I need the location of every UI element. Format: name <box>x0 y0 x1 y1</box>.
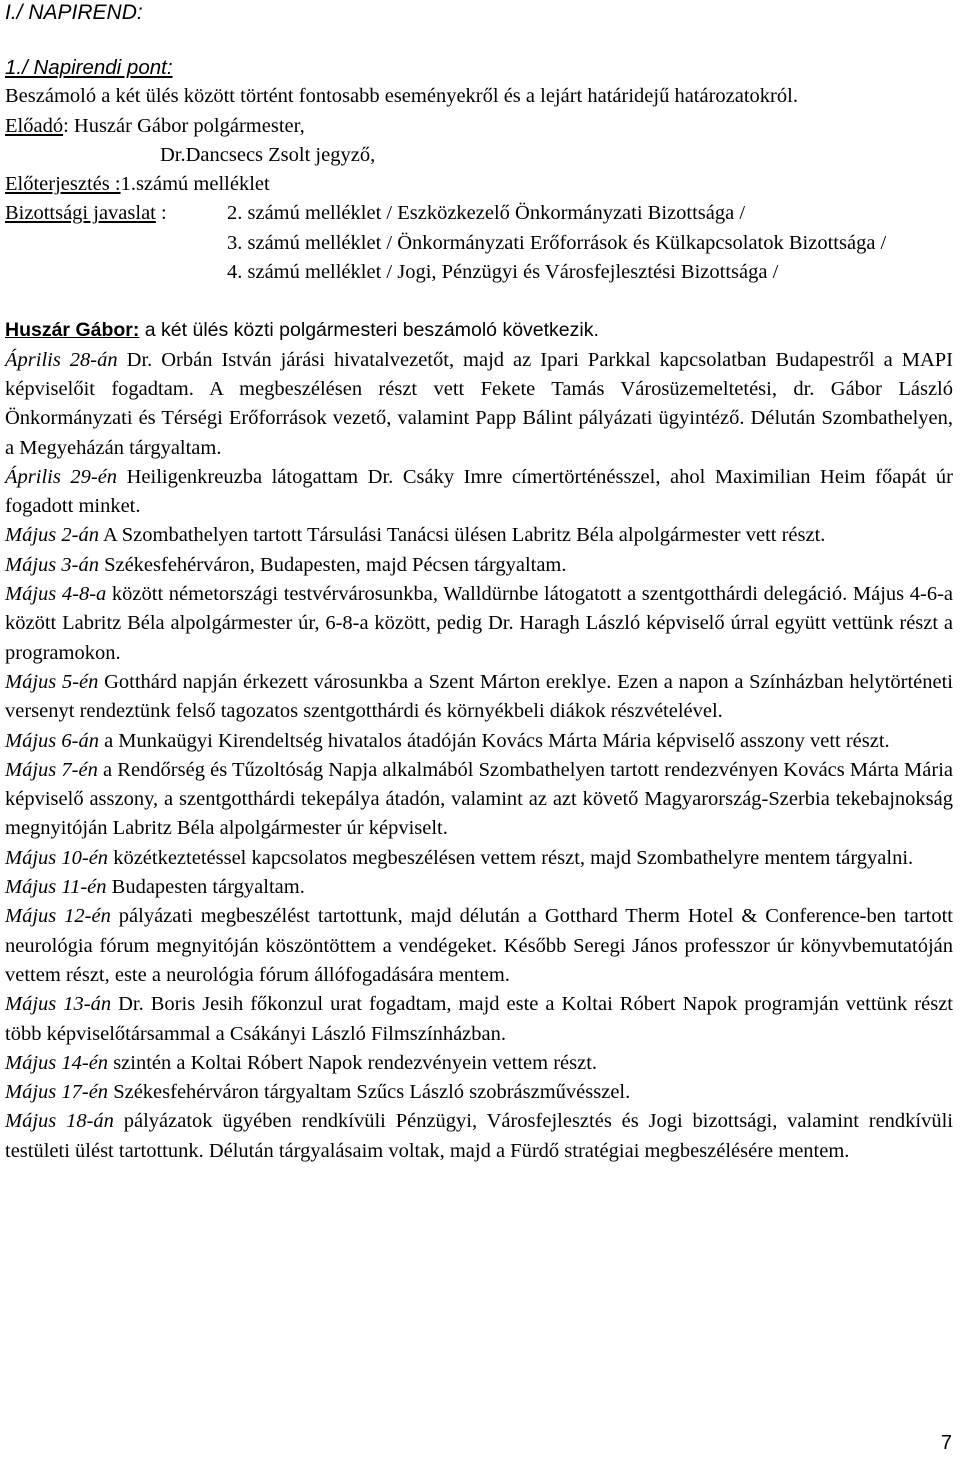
presenter-label: Előadó <box>5 114 64 137</box>
report-entry <box>5 1107 953 1166</box>
entry-date: Április 28-án <box>5 348 118 371</box>
report-entry <box>5 844 953 873</box>
presenter-1: : Huszár Gábor polgármester, <box>63 114 305 137</box>
entry-text: A Szombathelyen tartott Társulási Tanácsi ülésen Labritz Béla alpolgármester vett részt. <box>98 524 826 547</box>
presenter-line <box>5 112 953 141</box>
report-entry <box>5 1049 953 1078</box>
entry-date: Május 3-án <box>5 553 99 576</box>
entry-date: Május 5-én <box>5 670 99 693</box>
entry-date: Május 2-án <box>5 524 99 547</box>
entry-text: szintén a Koltai Róbert Napok rendezvényein vettem részt. <box>108 1051 598 1074</box>
entry-text: Gotthárd napján érkezett városunkba a Szent Márton ereklye. Ezen a napon a Színházban helytörténeti versenyt rendeztünk felső tagozatos szentgotthárdi és környékbeli diákok részvételével. <box>5 670 953 723</box>
committee-label-wrap <box>5 199 227 287</box>
entry-date: Április 29-én <box>5 465 118 488</box>
report-entry <box>5 463 953 522</box>
report-entry <box>5 990 953 1049</box>
entry-text: Dr. Orbán István járási hivatalvezetőt, majd az Ipari Parkkal kapcsolatban Budapestről a MAPI képviselőit fogadtam. A megbeszélésen részt vett Fekete Tamás Városüzemeltetési, dr. Gábor László Önkormányzati és Térségi Erőforrások vezető, valamint Papp Bálint pályázati ügyintéző. Délután Szombathelyen, a Megyeházán tárgyaltam. <box>5 348 953 459</box>
committee-colon: : <box>155 202 167 225</box>
entry-text: pályázati megbeszélést tartottunk, majd délután a Gotthard Therm Hotel & Conference-ben tartott neurológia fórum megnyitóján köszöntöttem a vendégeket. Később Seregi János professzor úr könyvbemutatóján vettem részt, este a neurológia fórum állófogadására mentem. <box>5 905 953 986</box>
committee-item: 4. számú melléklet / Jogi, Pénzügyi és Városfejlesztési Bizottsága / <box>227 261 779 284</box>
committee-section <box>5 199 953 287</box>
entry-date: Május 10-én <box>5 846 109 869</box>
committee-list <box>227 199 927 287</box>
page-number: 7 <box>940 1432 952 1454</box>
agenda-item-label: 1./ Napirendi pont: <box>5 56 173 79</box>
speaker-text: a két ülés közti polgármesteri beszámoló következik. <box>139 319 599 342</box>
entry-text: Budapesten tárgyaltam. <box>106 876 305 899</box>
entry-text: Heiligenkreuzba látogattam Dr. Csáky Imre címertörténésszel, ahol Maximilian Heim főapát úr fogadott minket. <box>5 465 953 518</box>
proposal-line <box>5 170 953 199</box>
report-entry <box>5 727 953 756</box>
entry-date: Május 14-én <box>5 1051 109 1074</box>
report-entry <box>5 873 953 902</box>
report-entry <box>5 902 953 990</box>
entry-text: a Munkaügyi Kirendeltség hivatalos átadóján Kovács Márta Mária képviselő asszony vett részt. <box>98 729 890 752</box>
report-entry <box>5 551 953 580</box>
entry-text: közétkeztetéssel kapcsolatos megbeszélésen vettem részt, majd Szombathelyre mentem tárgyalni. <box>108 846 914 869</box>
document-page <box>5 0 953 1166</box>
agenda-heading: I./ NAPIREND: <box>5 1 143 24</box>
report-entry <box>5 756 953 844</box>
report-entry <box>5 1078 953 1107</box>
report-entry <box>5 668 953 727</box>
spacer <box>5 287 953 316</box>
entry-text: Székesfehérváron, Budapesten, majd Pécsen tárgyaltam. <box>98 553 567 576</box>
committee-item: 2. számú melléklet / Eszközkezelő Önkormányzati Bizottsága / <box>227 202 746 225</box>
entry-date: Május 12-én <box>5 905 111 928</box>
entry-date: Május 4-8-a <box>5 583 107 606</box>
entry-date: Május 6-án <box>5 729 99 752</box>
speaker-line <box>5 316 953 345</box>
speaker-name: Huszár Gábor: <box>5 319 140 342</box>
entry-text: Dr. Boris Jesih főkonzul urat fogadtam, majd este a Koltai Róbert Napok programján vettünk részt több képviselőtársammal a Csákányi László Filmszínházban. <box>5 993 953 1045</box>
presenter-2: Dr.Dancsecs Zsolt jegyző, <box>160 143 376 166</box>
report-entry <box>5 346 953 463</box>
report-entry <box>5 580 953 668</box>
agenda-item-title: Beszámoló a két ülés között történt fontosabb eseményekről és a lejárt határidejű határozatokról. <box>5 85 798 108</box>
entry-date: Május 18-án <box>5 1110 114 1133</box>
proposal-value: 1.számú melléklet <box>120 173 270 196</box>
entry-text: között németországi testvérvárosunkba, Walldürnbe látogatott a szentgotthárdi delegáció. Május 4-6-a között Labritz Béla alpolgármester úr, 6-8-a között, pedig Dr. Haragh László képviselő úrral együtt vettünk részt a programokon. <box>5 583 954 664</box>
committee-item: 3. számú melléklet / Önkormányzati Erőforrások és Külkapcsolatok Bizottsága / <box>227 231 887 254</box>
entry-date: Május 13-án <box>5 993 112 1016</box>
entry-date: Május 7-én <box>5 758 98 781</box>
entry-date: Május 17-én <box>5 1081 109 1104</box>
committee-label: Bizottsági javaslat <box>5 202 156 225</box>
entry-date: Május 11-én <box>5 876 107 899</box>
entry-text: a Rendőrség és Tűzoltóság Napja alkalmából Szombathelyen tartott rendezvényen Kovács Márta Mária képviselő asszony, a szentgotthárdi tekepálya átadón, valamint az azt követő Magyarország-Szerbia tekebajnokság megnyitóján Labritz Béla alpolgármester úr képviselt. <box>5 758 953 840</box>
report-entry <box>5 521 953 550</box>
entry-text: Székesfehérváron tárgyaltam Szűcs László szobrászművésszel. <box>108 1081 631 1104</box>
proposal-label: Előterjesztés : <box>5 173 121 196</box>
entry-text: pályázatok ügyében rendkívüli Pénzügyi, Városfejlesztés és Jogi bizottsági, valamint rendkívüli testületi ülést tartottunk. Délután tárgyalásaim voltak, majd a Fürdő stratégiai megbeszélésére mentem. <box>5 1110 954 1162</box>
